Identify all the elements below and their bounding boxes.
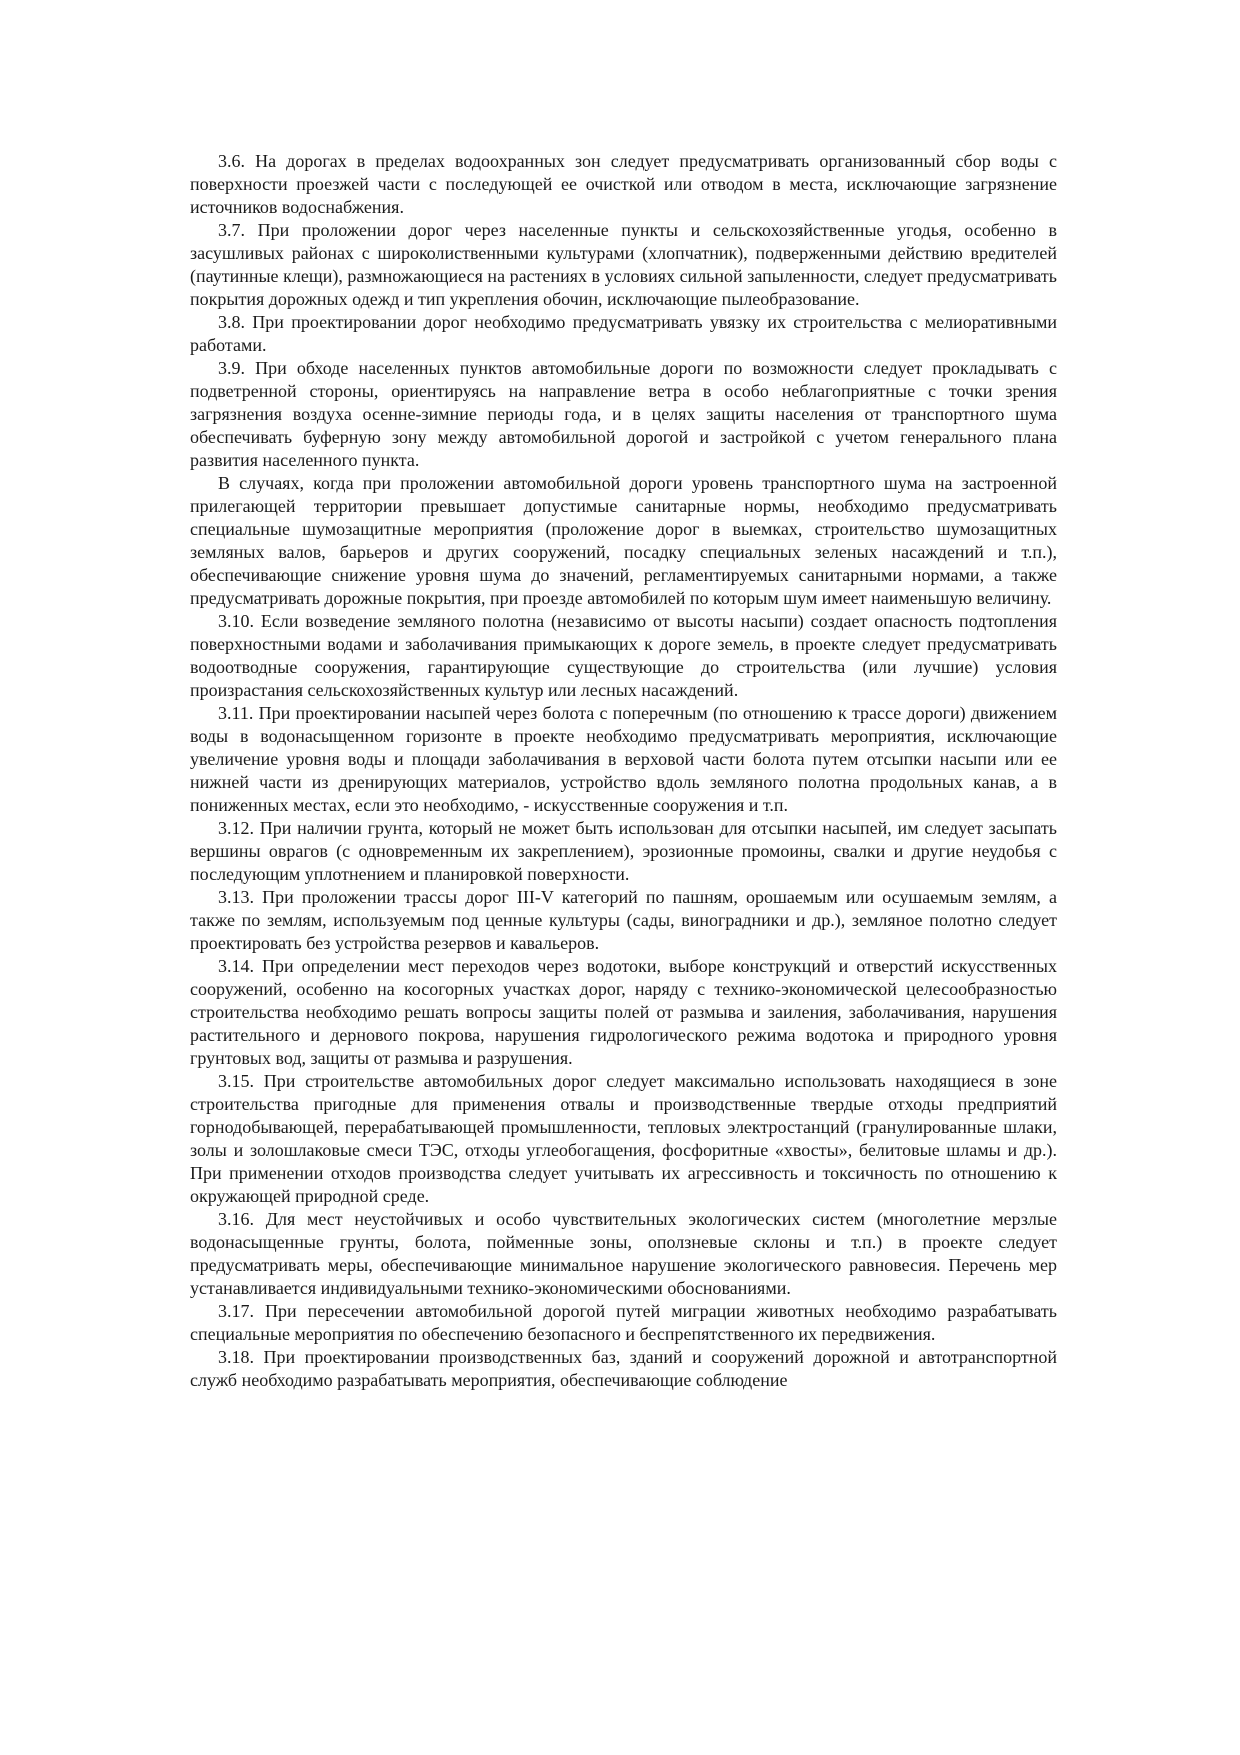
paragraph-3-9: 3.9. При обходе населенных пунктов автомобильные дороги по возможности следует прокладывать с подветренной стороны, ориентируясь на направление ветра в особо неблагоприятные с точки зрения загрязнения воздуха осенне-зимние периоды года, и в целях защиты населения от транспортного шума обеспечивать буферную зону между автомобильной дорогой и застройкой с учетом генерального плана развития населенного пункта.: [190, 358, 1057, 470]
document-page: [190, 150, 1057, 1392]
paragraph-3-11: 3.11. При проектировании насыпей через болота с поперечным (по отношению к трассе дороги) движением воды в водонасыщенном горизонте в проекте необходимо предусматривать мероприятия, исключающие увеличение уровня воды и площади заболачивания в верховой части болота путем отсыпки насыпи или ее нижней части из дренирующих материалов, устройство вдоль земляного полотна продольных канав, а в пониженных местах, если это необходимо, - искусственные сооружения и т.п.: [190, 703, 1057, 815]
paragraph-3-18: 3.18. При проектировании производственных баз, зданий и сооружений дорожной и автотранспортной служб необходимо разрабатывать мероприятия, обеспечивающие соблюдение: [190, 1347, 1057, 1390]
paragraph-3-15: 3.15. При строительстве автомобильных дорог следует максимально использовать находящиеся в зоне строительства пригодные для применения отвалы и производственные твердые отходы предприятий горнодобывающей, перерабатывающей промышленности, тепловых электростанций (гранулированные шлаки, золы и золошлаковые смеси ТЭС, отходы углеобогащения, фосфоритные «хвосты», белитовые шламы и др.). При применении отходов производства следует учитывать их агрессивность и токсичность по отношению к окружающей природной среде.: [190, 1071, 1057, 1206]
paragraph-3-9-noise: В случаях, когда при проложении автомобильной дороги уровень транспортного шума на застроенной прилегающей территории превышает допустимые санитарные нормы, необходимо предусматривать специальные шумозащитные мероприятия (проложение дорог в выемках, строительство шумозащитных земляных валов, барьеров и других сооружений, посадку специальных зеленых насаждений и т.п.), обеспечивающие снижение уровня шума до значений, регламентируемых санитарными нормами, а также предусматривать дорожные покрытия, при проезде автомобилей по которым шум имеет наименьшую величину.: [190, 473, 1057, 608]
paragraph-3-8: 3.8. При проектировании дорог необходимо предусматривать увязку их строительства с мелиоративными работами.: [190, 312, 1057, 355]
paragraph-3-6: 3.6. На дорогах в пределах водоохранных зон следует предусматривать организованный сбор воды с поверхности проезжей части с последующей ее очисткой или отводом в места, исключающие загрязнение источников водоснабжения.: [190, 151, 1057, 217]
paragraph-3-17: 3.17. При пересечении автомобильной дорогой путей миграции животных необходимо разрабатывать специальные мероприятия по обеспечению безопасного и беспрепятственного их передвижения.: [190, 1301, 1057, 1344]
paragraph-3-7: 3.7. При проложении дорог через населенные пункты и сельскохозяйственные угодья, особенно в засушливых районах с широколиственными культурами (хлопчатник), подверженными действию вредителей (паутинные клещи), размножающиеся на растениях в условиях сильной запыленности, следует предусматривать покрытия дорожных одежд и тип укрепления обочин, исключающие пылеобразование.: [190, 220, 1057, 309]
paragraph-3-16: 3.16. Для мест неустойчивых и особо чувствительных экологических систем (многолетние мерзлые водонасыщенные грунты, болота, пойменные зоны, оползневые склоны и т.п.) в проекте следует предусматривать меры, обеспечивающие минимальное нарушение экологического равновесия. Перечень мер устанавливается индивидуальными технико-экономическими обоснованиями.: [190, 1209, 1057, 1298]
paragraph-3-14: 3.14. При определении мест переходов через водотоки, выборе конструкций и отверстий искусственных сооружений, особенно на косогорных участках дорог, наряду с технико-экономической целесообразностью строительства необходимо решать вопросы защиты полей от размыва и заиления, заболачивания, нарушения растительного и дернового покрова, нарушения гидрологического режима водотока и природного уровня грунтовых вод, защиты от размыва и разрушения.: [190, 956, 1057, 1068]
paragraph-3-12: 3.12. При наличии грунта, который не может быть использован для отсыпки насыпей, им следует засыпать вершины оврагов (с одновременным их закреплением), эрозионные промоины, свалки и другие неудобья с последующим уплотнением и планировкой поверхности.: [190, 818, 1057, 884]
paragraph-3-13: 3.13. При проложении трассы дорог III-V категорий по пашням, орошаемым или осушаемым землям, а также по землям, используемым под ценные культуры (сады, виноградники и др.), земляное полотно следует проектировать без устройства резервов и кавальеров.: [190, 887, 1057, 953]
paragraph-3-10: 3.10. Если возведение земляного полотна (независимо от высоты насыпи) создает опасность подтопления поверхностными водами и заболачивания примыкающих к дороге земель, в проекте следует предусматривать водоотводные сооружения, гарантирующие существующие до строительства (или лучшие) условия произрастания сельскохозяйственных культур или лесных насаждений.: [190, 611, 1057, 700]
